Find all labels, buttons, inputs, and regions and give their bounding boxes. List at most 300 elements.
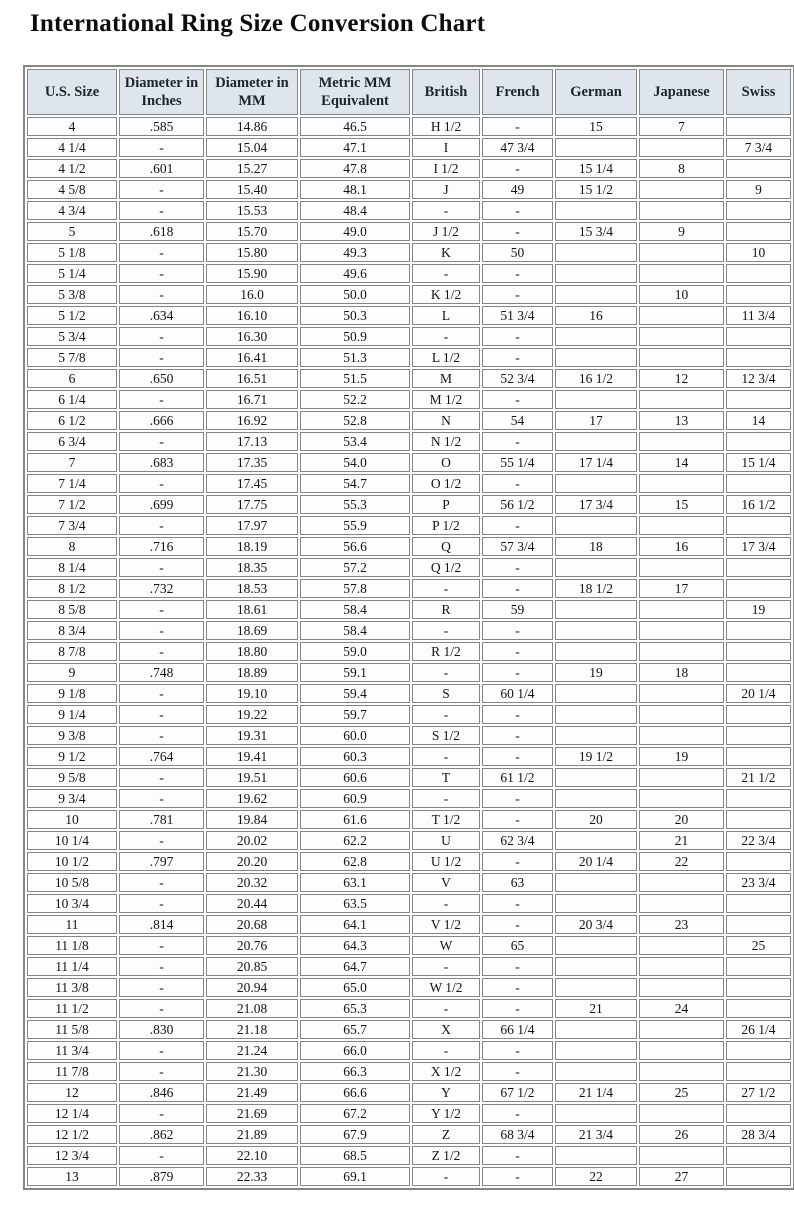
- table-row: [27, 306, 791, 325]
- cell-diameter-in-mm: 20.20: [206, 852, 298, 871]
- column-header-swiss: Swiss: [726, 69, 791, 115]
- cell-french: 61 1/2: [482, 768, 553, 787]
- table-row: [27, 1146, 791, 1165]
- cell-diameter-in-inches: .846: [119, 1083, 204, 1102]
- cell-german: [555, 705, 637, 724]
- cell-german: [555, 978, 637, 997]
- cell-german: [555, 1146, 637, 1165]
- cell-diameter-in-mm: 15.80: [206, 243, 298, 262]
- cell-metric-mm-equivalent: 69.1: [300, 1167, 410, 1186]
- cell-german: [555, 957, 637, 976]
- cell-diameter-in-mm: 20.76: [206, 936, 298, 955]
- column-header-metric-mm-equivalent: Metric MM Equivalent: [300, 69, 410, 115]
- cell-diameter-in-inches: .683: [119, 453, 204, 472]
- cell-diameter-in-inches: -: [119, 873, 204, 892]
- cell-german: [555, 873, 637, 892]
- cell-german: 15 1/4: [555, 159, 637, 178]
- table-row: [27, 558, 791, 577]
- cell-japanese: 13: [639, 411, 724, 430]
- cell-swiss: 14: [726, 411, 791, 430]
- cell-u-s-size: 5: [27, 222, 117, 241]
- table-row: [27, 474, 791, 493]
- cell-japanese: [639, 978, 724, 997]
- cell-japanese: 22: [639, 852, 724, 871]
- cell-british: O 1/2: [412, 474, 480, 493]
- cell-japanese: 26: [639, 1125, 724, 1144]
- column-header-diameter-in-inches: Diameter in Inches: [119, 69, 204, 115]
- cell-swiss: 9: [726, 180, 791, 199]
- cell-diameter-in-inches: -: [119, 600, 204, 619]
- cell-british: -: [412, 957, 480, 976]
- cell-british: P 1/2: [412, 516, 480, 535]
- cell-french: -: [482, 201, 553, 220]
- cell-diameter-in-mm: 21.89: [206, 1125, 298, 1144]
- table-row: [27, 978, 791, 997]
- cell-diameter-in-mm: 16.41: [206, 348, 298, 367]
- cell-swiss: [726, 978, 791, 997]
- cell-german: [555, 390, 637, 409]
- cell-british: N: [412, 411, 480, 430]
- cell-diameter-in-inches: -: [119, 1104, 204, 1123]
- cell-diameter-in-inches: -: [119, 474, 204, 493]
- cell-metric-mm-equivalent: 59.1: [300, 663, 410, 682]
- cell-german: [555, 327, 637, 346]
- cell-german: [555, 1041, 637, 1060]
- cell-metric-mm-equivalent: 64.1: [300, 915, 410, 934]
- cell-diameter-in-mm: 17.97: [206, 516, 298, 535]
- table-row: [27, 1167, 791, 1186]
- table-row: [27, 852, 791, 871]
- cell-diameter-in-inches: .814: [119, 915, 204, 934]
- cell-french: 50: [482, 243, 553, 262]
- cell-german: 15 3/4: [555, 222, 637, 241]
- cell-u-s-size: 4 3/4: [27, 201, 117, 220]
- cell-french: -: [482, 327, 553, 346]
- cell-u-s-size: 6 1/2: [27, 411, 117, 430]
- cell-german: [555, 1062, 637, 1081]
- cell-u-s-size: 12 3/4: [27, 1146, 117, 1165]
- cell-german: 15: [555, 117, 637, 136]
- cell-diameter-in-inches: -: [119, 1062, 204, 1081]
- cell-french: -: [482, 789, 553, 808]
- cell-metric-mm-equivalent: 57.8: [300, 579, 410, 598]
- cell-swiss: [726, 642, 791, 661]
- cell-diameter-in-mm: 21.08: [206, 999, 298, 1018]
- cell-diameter-in-mm: 20.32: [206, 873, 298, 892]
- table-row: [27, 1083, 791, 1102]
- cell-french: -: [482, 1041, 553, 1060]
- cell-french: 54: [482, 411, 553, 430]
- table-row: [27, 201, 791, 220]
- column-header-german: German: [555, 69, 637, 115]
- cell-french: -: [482, 894, 553, 913]
- table-row: [27, 789, 791, 808]
- cell-german: 17 3/4: [555, 495, 637, 514]
- cell-british: K: [412, 243, 480, 262]
- table-row: [27, 999, 791, 1018]
- cell-french: -: [482, 957, 553, 976]
- table-row: [27, 243, 791, 262]
- cell-metric-mm-equivalent: 49.3: [300, 243, 410, 262]
- cell-german: 15 1/2: [555, 180, 637, 199]
- cell-german: 16: [555, 306, 637, 325]
- cell-japanese: [639, 348, 724, 367]
- cell-diameter-in-inches: .764: [119, 747, 204, 766]
- cell-u-s-size: 6 1/4: [27, 390, 117, 409]
- table-row: [27, 327, 791, 346]
- cell-swiss: [726, 390, 791, 409]
- cell-british: L: [412, 306, 480, 325]
- table-row: [27, 957, 791, 976]
- cell-diameter-in-mm: 16.71: [206, 390, 298, 409]
- cell-french: 49: [482, 180, 553, 199]
- cell-diameter-in-inches: -: [119, 516, 204, 535]
- cell-u-s-size: 11: [27, 915, 117, 934]
- cell-swiss: [726, 222, 791, 241]
- table-row: [27, 453, 791, 472]
- cell-diameter-in-mm: 18.53: [206, 579, 298, 598]
- cell-u-s-size: 8 1/4: [27, 558, 117, 577]
- column-header-french: French: [482, 69, 553, 115]
- cell-swiss: [726, 663, 791, 682]
- cell-swiss: [726, 474, 791, 493]
- cell-german: [555, 201, 637, 220]
- cell-diameter-in-inches: -: [119, 768, 204, 787]
- cell-diameter-in-inches: -: [119, 936, 204, 955]
- cell-british: Y 1/2: [412, 1104, 480, 1123]
- cell-german: 17 1/4: [555, 453, 637, 472]
- cell-u-s-size: 6 3/4: [27, 432, 117, 451]
- cell-japanese: [639, 1062, 724, 1081]
- cell-metric-mm-equivalent: 60.0: [300, 726, 410, 745]
- cell-swiss: [726, 621, 791, 640]
- cell-diameter-in-inches: -: [119, 999, 204, 1018]
- cell-diameter-in-inches: -: [119, 201, 204, 220]
- cell-german: [555, 243, 637, 262]
- cell-japanese: [639, 243, 724, 262]
- cell-british: U: [412, 831, 480, 850]
- cell-u-s-size: 5 7/8: [27, 348, 117, 367]
- table-row: [27, 138, 791, 157]
- cell-u-s-size: 11 1/2: [27, 999, 117, 1018]
- table-row: [27, 285, 791, 304]
- cell-diameter-in-inches: .732: [119, 579, 204, 598]
- cell-diameter-in-inches: .830: [119, 1020, 204, 1039]
- table-row: [27, 894, 791, 913]
- cell-japanese: 8: [639, 159, 724, 178]
- cell-french: 67 1/2: [482, 1083, 553, 1102]
- cell-swiss: [726, 999, 791, 1018]
- cell-diameter-in-mm: 20.44: [206, 894, 298, 913]
- cell-diameter-in-inches: -: [119, 264, 204, 283]
- cell-japanese: [639, 936, 724, 955]
- cell-diameter-in-mm: 16.0: [206, 285, 298, 304]
- cell-u-s-size: 8 3/4: [27, 621, 117, 640]
- cell-diameter-in-inches: -: [119, 621, 204, 640]
- cell-british: Z 1/2: [412, 1146, 480, 1165]
- cell-french: 59: [482, 600, 553, 619]
- column-header-british: British: [412, 69, 480, 115]
- cell-german: 20 1/4: [555, 852, 637, 871]
- cell-diameter-in-mm: 16.51: [206, 369, 298, 388]
- cell-french: -: [482, 348, 553, 367]
- table-row: [27, 936, 791, 955]
- cell-diameter-in-mm: 15.27: [206, 159, 298, 178]
- table-row: [27, 1041, 791, 1060]
- cell-japanese: [639, 789, 724, 808]
- cell-german: [555, 474, 637, 493]
- cell-british: J 1/2: [412, 222, 480, 241]
- cell-british: -: [412, 1041, 480, 1060]
- cell-british: -: [412, 747, 480, 766]
- cell-japanese: [639, 621, 724, 640]
- cell-u-s-size: 4 1/2: [27, 159, 117, 178]
- cell-diameter-in-mm: 19.62: [206, 789, 298, 808]
- cell-swiss: [726, 1167, 791, 1186]
- cell-diameter-in-mm: 18.80: [206, 642, 298, 661]
- cell-british: -: [412, 999, 480, 1018]
- cell-diameter-in-mm: 21.69: [206, 1104, 298, 1123]
- cell-swiss: [726, 558, 791, 577]
- cell-british: -: [412, 621, 480, 640]
- cell-japanese: [639, 684, 724, 703]
- cell-diameter-in-inches: -: [119, 1041, 204, 1060]
- cell-metric-mm-equivalent: 48.1: [300, 180, 410, 199]
- cell-swiss: 17 3/4: [726, 537, 791, 556]
- cell-french: -: [482, 159, 553, 178]
- cell-japanese: [639, 327, 724, 346]
- cell-german: [555, 831, 637, 850]
- table-row: [27, 1125, 791, 1144]
- cell-german: 19 1/2: [555, 747, 637, 766]
- cell-metric-mm-equivalent: 65.3: [300, 999, 410, 1018]
- cell-german: [555, 1020, 637, 1039]
- cell-swiss: 22 3/4: [726, 831, 791, 850]
- cell-japanese: 21: [639, 831, 724, 850]
- cell-metric-mm-equivalent: 51.5: [300, 369, 410, 388]
- cell-diameter-in-inches: .716: [119, 537, 204, 556]
- cell-swiss: [726, 852, 791, 871]
- cell-german: 20: [555, 810, 637, 829]
- cell-japanese: 27: [639, 1167, 724, 1186]
- cell-german: [555, 285, 637, 304]
- cell-swiss: 16 1/2: [726, 495, 791, 514]
- cell-british: Y: [412, 1083, 480, 1102]
- cell-swiss: [726, 285, 791, 304]
- cell-german: [555, 726, 637, 745]
- cell-british: -: [412, 327, 480, 346]
- cell-british: X 1/2: [412, 1062, 480, 1081]
- cell-diameter-in-inches: -: [119, 894, 204, 913]
- cell-german: [555, 936, 637, 955]
- cell-british: P: [412, 495, 480, 514]
- cell-swiss: [726, 159, 791, 178]
- table-row: [27, 1062, 791, 1081]
- cell-german: [555, 642, 637, 661]
- cell-metric-mm-equivalent: 64.3: [300, 936, 410, 955]
- cell-diameter-in-mm: 18.61: [206, 600, 298, 619]
- cell-french: -: [482, 1146, 553, 1165]
- cell-diameter-in-mm: 21.24: [206, 1041, 298, 1060]
- cell-diameter-in-inches: .585: [119, 117, 204, 136]
- table-row: [27, 621, 791, 640]
- cell-diameter-in-mm: 14.86: [206, 117, 298, 136]
- cell-u-s-size: 7 1/4: [27, 474, 117, 493]
- cell-french: -: [482, 390, 553, 409]
- cell-u-s-size: 10 1/2: [27, 852, 117, 871]
- cell-japanese: 9: [639, 222, 724, 241]
- cell-swiss: [726, 957, 791, 976]
- cell-metric-mm-equivalent: 50.9: [300, 327, 410, 346]
- cell-diameter-in-inches: -: [119, 1146, 204, 1165]
- cell-u-s-size: 9 1/2: [27, 747, 117, 766]
- table-row: [27, 747, 791, 766]
- cell-french: -: [482, 1062, 553, 1081]
- table-row: [27, 600, 791, 619]
- cell-french: 62 3/4: [482, 831, 553, 850]
- cell-metric-mm-equivalent: 51.3: [300, 348, 410, 367]
- cell-diameter-in-mm: 15.04: [206, 138, 298, 157]
- cell-metric-mm-equivalent: 46.5: [300, 117, 410, 136]
- cell-metric-mm-equivalent: 66.6: [300, 1083, 410, 1102]
- table-row: [27, 516, 791, 535]
- cell-u-s-size: 5 3/4: [27, 327, 117, 346]
- cell-metric-mm-equivalent: 58.4: [300, 621, 410, 640]
- cell-u-s-size: 11 1/4: [27, 957, 117, 976]
- cell-u-s-size: 5 1/4: [27, 264, 117, 283]
- cell-diameter-in-mm: 19.22: [206, 705, 298, 724]
- cell-metric-mm-equivalent: 53.4: [300, 432, 410, 451]
- cell-french: 60 1/4: [482, 684, 553, 703]
- cell-u-s-size: 12 1/2: [27, 1125, 117, 1144]
- cell-swiss: [726, 516, 791, 535]
- cell-swiss: [726, 327, 791, 346]
- table-row: [27, 873, 791, 892]
- table-row: [27, 684, 791, 703]
- cell-french: -: [482, 621, 553, 640]
- cell-french: 68 3/4: [482, 1125, 553, 1144]
- cell-swiss: [726, 1041, 791, 1060]
- cell-u-s-size: 9 3/8: [27, 726, 117, 745]
- cell-japanese: [639, 894, 724, 913]
- cell-swiss: 19: [726, 600, 791, 619]
- cell-german: 21: [555, 999, 637, 1018]
- cell-german: 21 3/4: [555, 1125, 637, 1144]
- cell-french: -: [482, 264, 553, 283]
- cell-metric-mm-equivalent: 49.6: [300, 264, 410, 283]
- cell-metric-mm-equivalent: 50.0: [300, 285, 410, 304]
- cell-japanese: [639, 1041, 724, 1060]
- cell-british: -: [412, 201, 480, 220]
- cell-french: 65: [482, 936, 553, 955]
- cell-french: -: [482, 558, 553, 577]
- cell-british: W 1/2: [412, 978, 480, 997]
- cell-u-s-size: 9 1/8: [27, 684, 117, 703]
- table-row: [27, 915, 791, 934]
- cell-diameter-in-mm: 16.30: [206, 327, 298, 346]
- cell-british: T: [412, 768, 480, 787]
- table-row: [27, 768, 791, 787]
- cell-french: -: [482, 747, 553, 766]
- cell-diameter-in-mm: 18.89: [206, 663, 298, 682]
- cell-swiss: 10: [726, 243, 791, 262]
- cell-metric-mm-equivalent: 49.0: [300, 222, 410, 241]
- cell-japanese: 18: [639, 663, 724, 682]
- page-title: International Ring Size Conversion Chart: [30, 10, 486, 37]
- cell-japanese: [639, 642, 724, 661]
- cell-british: -: [412, 1167, 480, 1186]
- cell-u-s-size: 5 1/2: [27, 306, 117, 325]
- cell-british: I: [412, 138, 480, 157]
- cell-u-s-size: 11 3/4: [27, 1041, 117, 1060]
- cell-metric-mm-equivalent: 61.6: [300, 810, 410, 829]
- cell-diameter-in-mm: 20.94: [206, 978, 298, 997]
- cell-french: -: [482, 1167, 553, 1186]
- cell-german: 17: [555, 411, 637, 430]
- cell-metric-mm-equivalent: 65.7: [300, 1020, 410, 1039]
- cell-swiss: [726, 1104, 791, 1123]
- cell-japanese: [639, 1104, 724, 1123]
- cell-french: -: [482, 474, 553, 493]
- cell-french: -: [482, 705, 553, 724]
- cell-british: S: [412, 684, 480, 703]
- cell-diameter-in-mm: 22.33: [206, 1167, 298, 1186]
- cell-french: -: [482, 285, 553, 304]
- cell-german: [555, 264, 637, 283]
- cell-japanese: [639, 138, 724, 157]
- table-row: [27, 831, 791, 850]
- cell-swiss: [726, 789, 791, 808]
- cell-metric-mm-equivalent: 47.8: [300, 159, 410, 178]
- cell-diameter-in-inches: -: [119, 285, 204, 304]
- cell-french: -: [482, 810, 553, 829]
- cell-u-s-size: 7 1/2: [27, 495, 117, 514]
- cell-metric-mm-equivalent: 67.9: [300, 1125, 410, 1144]
- table-row: [27, 411, 791, 430]
- cell-diameter-in-mm: 16.92: [206, 411, 298, 430]
- table-row: [27, 1104, 791, 1123]
- cell-japanese: 12: [639, 369, 724, 388]
- cell-metric-mm-equivalent: 52.2: [300, 390, 410, 409]
- cell-swiss: 28 3/4: [726, 1125, 791, 1144]
- cell-u-s-size: 11 3/8: [27, 978, 117, 997]
- cell-french: -: [482, 999, 553, 1018]
- cell-swiss: [726, 810, 791, 829]
- cell-diameter-in-mm: 19.84: [206, 810, 298, 829]
- cell-u-s-size: 10 5/8: [27, 873, 117, 892]
- cell-u-s-size: 12: [27, 1083, 117, 1102]
- cell-diameter-in-inches: -: [119, 726, 204, 745]
- cell-u-s-size: 5 3/8: [27, 285, 117, 304]
- cell-british: M: [412, 369, 480, 388]
- cell-british: W: [412, 936, 480, 955]
- cell-swiss: 20 1/4: [726, 684, 791, 703]
- cell-u-s-size: 5 1/8: [27, 243, 117, 262]
- cell-swiss: [726, 348, 791, 367]
- cell-metric-mm-equivalent: 66.3: [300, 1062, 410, 1081]
- cell-metric-mm-equivalent: 50.3: [300, 306, 410, 325]
- cell-diameter-in-inches: .650: [119, 369, 204, 388]
- cell-diameter-in-mm: 19.10: [206, 684, 298, 703]
- cell-metric-mm-equivalent: 66.0: [300, 1041, 410, 1060]
- cell-metric-mm-equivalent: 63.5: [300, 894, 410, 913]
- cell-diameter-in-inches: -: [119, 243, 204, 262]
- cell-metric-mm-equivalent: 62.2: [300, 831, 410, 850]
- cell-swiss: [726, 1062, 791, 1081]
- cell-french: -: [482, 117, 553, 136]
- cell-metric-mm-equivalent: 68.5: [300, 1146, 410, 1165]
- cell-french: 47 3/4: [482, 138, 553, 157]
